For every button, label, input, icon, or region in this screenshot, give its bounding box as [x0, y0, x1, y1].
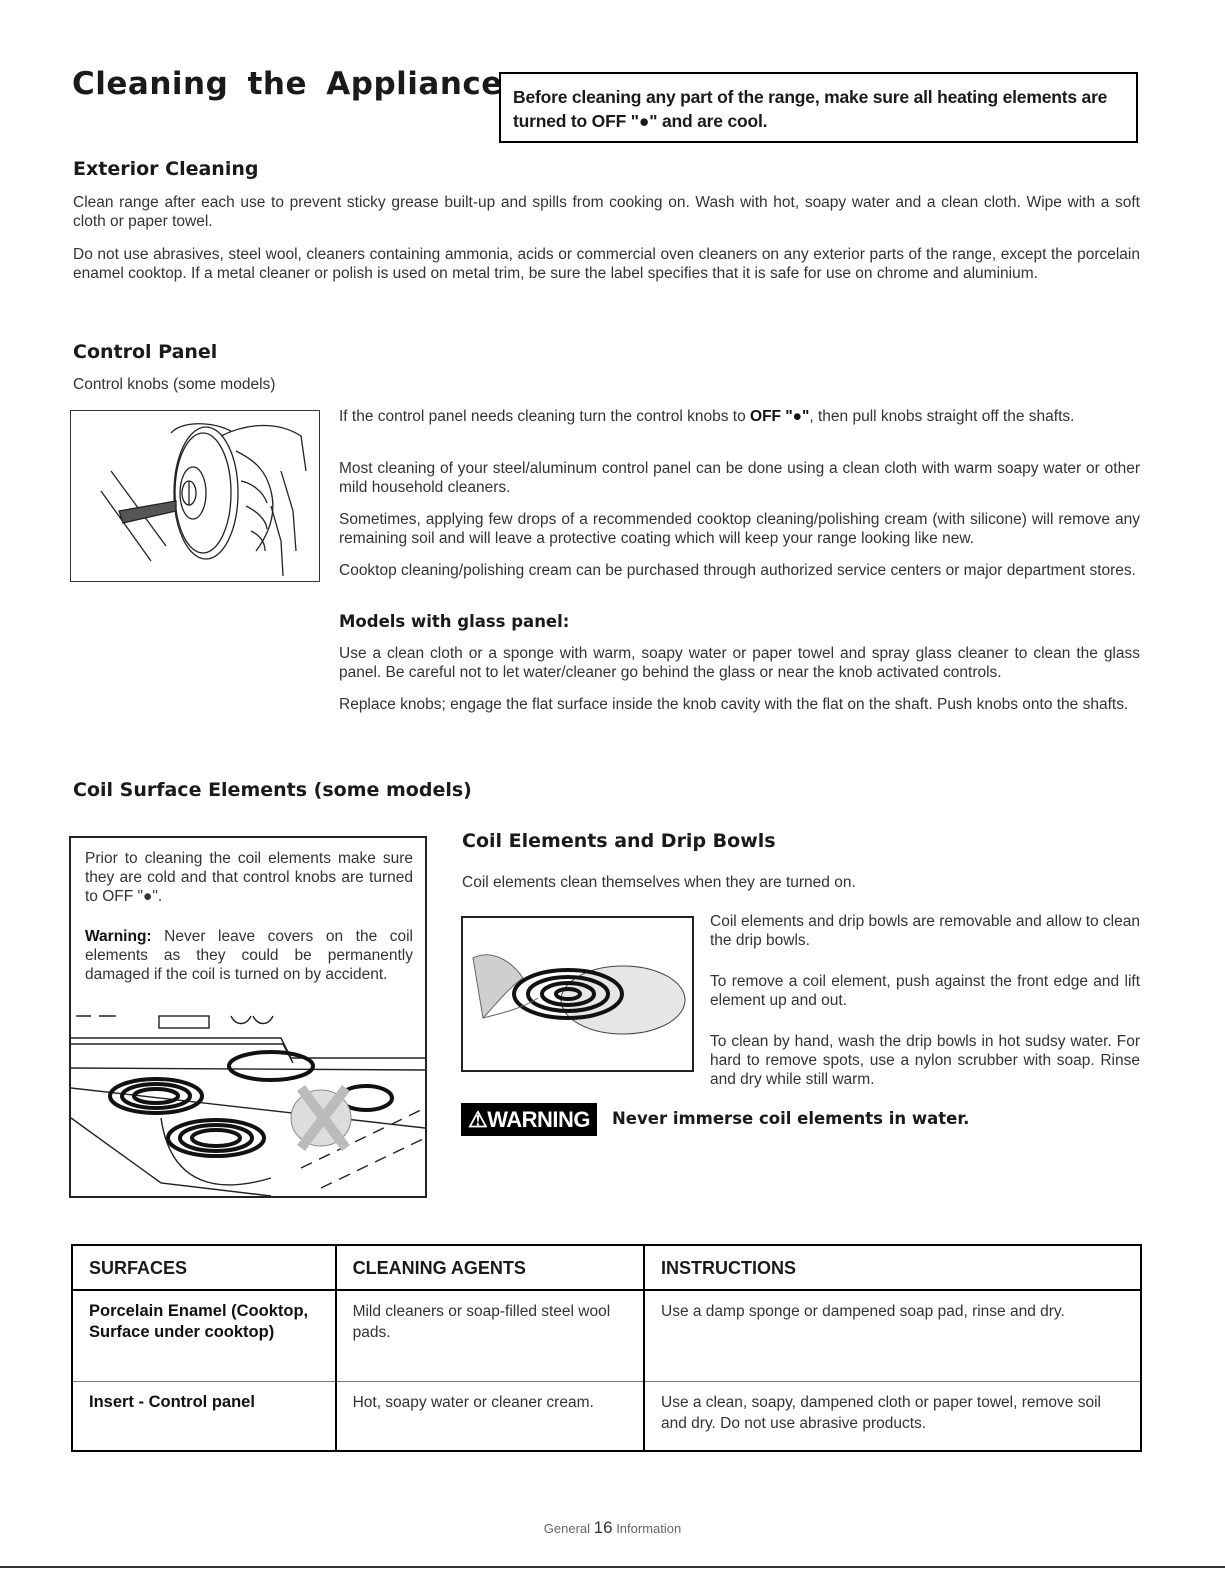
- table-header-instructions: INSTRUCTIONS: [644, 1245, 1141, 1290]
- control-panel-paragraph-3: Sometimes, applying few drops of a recommended cooktop cleaning/polishing cream (with silicone) will remove any remaining soil and will leave a protective coating which will keep your range looking like new.: [339, 511, 1140, 547]
- control-panel-paragraph-6: Replace knobs; engage the flat surface inside the knob cavity with the flat on the shaft. Push knobs onto the shafts.: [339, 696, 1129, 713]
- table-cell-surface: Insert - Control panel: [89, 1393, 255, 1411]
- table-header-cleaning-agents: CLEANING AGENTS: [336, 1245, 644, 1290]
- coil-box-warning: [85, 927, 413, 984]
- warning-text: Never immerse coil elements in water.: [612, 1109, 970, 1128]
- table-cell-instructions: Use a damp sponge or dampened soap pad, rinse and dry.: [644, 1290, 1141, 1382]
- coil-removal-illustration: [461, 916, 694, 1072]
- control-panel-paragraph-2: Most cleaning of your steel/aluminum control panel can be done using a clean cloth with warm soapy water or other mild household cleaners.: [339, 460, 1140, 496]
- coil-box-warning-text: Never leave covers on the coil elements as they could be permanently damaged if the coil is turned on by accident.: [85, 928, 413, 983]
- knob-drawing: [71, 411, 319, 581]
- coil-drip-bowls-heading: Coil Elements and Drip Bowls: [462, 830, 776, 852]
- coil-removal-drawing: [463, 918, 692, 1070]
- knob-illustration: [70, 410, 320, 582]
- bottom-rule: [0, 1566, 1225, 1568]
- table-row: [72, 1290, 1141, 1382]
- page-footer: [0, 1518, 1225, 1538]
- table-cell-surface: Porcelain Enamel (Cooktop, Surface under cooktop): [72, 1290, 336, 1382]
- table-header-surfaces: SURFACES: [72, 1245, 336, 1290]
- cp-p1-off: OFF "●": [750, 408, 810, 425]
- control-panel-caption: Control knobs (some models): [73, 376, 276, 393]
- table-header-row: [72, 1245, 1141, 1290]
- exterior-paragraph-1: Clean range after each use to prevent sticky grease built-up and spills from cooking on. Wash with hot, soapy water and a clean cloth. Wipe with a soft cloth or paper towel.: [73, 194, 1140, 230]
- control-panel-paragraph-1: [339, 407, 1140, 426]
- table-cell-instructions: Use a clean, soapy, dampened cloth or paper towel, remove soil and dry. Do not use abrasive products.: [644, 1382, 1141, 1452]
- coil-paragraph-2: To remove a coil element, push against the front edge and lift element up and out.: [710, 973, 1140, 1009]
- exterior-paragraph-2: Do not use abrasives, steel wool, cleaners containing ammonia, acids or commercial oven cleaners on any exterior parts of the range, except the porcelain enamel cooktop. If a metal cleaner or polish is used on metal trim, be sure the label specifies that it is safe for use on chrome and aluminium.: [73, 246, 1140, 282]
- coil-box-paragraph: Prior to cleaning the coil elements make sure they are cold and that control knobs are turned to OFF "●".: [85, 850, 413, 905]
- warning-badge: ⚠WARNING: [461, 1103, 597, 1136]
- coil-intro: Coil elements clean themselves when they are turned on.: [462, 874, 856, 891]
- page-title: Cleaning the Appliance: [72, 66, 503, 102]
- control-panel-paragraph-4: Cooktop cleaning/polishing cream can be purchased through authorized service centers or major department stores.: [339, 562, 1136, 579]
- cp-p1-before: If the control panel needs cleaning turn the control knobs to: [339, 408, 751, 425]
- cleaning-table: [71, 1244, 1142, 1452]
- cooktop-illustration: [71, 1008, 425, 1198]
- control-panel-heading: Control Panel: [73, 341, 218, 363]
- coil-box-warning-label: Warning:: [85, 928, 152, 945]
- table-row: [72, 1382, 1141, 1452]
- footer-right: Information: [616, 1521, 682, 1536]
- coil-paragraph-3: To clean by hand, wash the drip bowls in hot sudsy water. For hard to remove spots, use a nylon scrubber with soap. Rinse and dry while still warm.: [710, 1033, 1140, 1088]
- coil-heading: Coil Surface Elements (some models): [73, 779, 472, 801]
- control-panel-paragraph-5: Use a clean cloth or a sponge with warm, soapy water or paper towel and spray glass cleaner to clean the glass panel. Be careful not to let water/cleaner go behind the glass or near the knob activated controls.: [339, 645, 1140, 681]
- footer-left: General: [543, 1521, 591, 1536]
- page-number: 16: [593, 1518, 613, 1537]
- glass-panel-heading: Models with glass panel:: [339, 612, 570, 631]
- coil-warning-box: [69, 836, 427, 1198]
- table-cell-agent: Hot, soapy water or cleaner cream.: [336, 1382, 644, 1452]
- cp-p1-after: , then pull knobs straight off the shafts.: [809, 408, 1075, 425]
- exterior-heading: Exterior Cleaning: [73, 158, 259, 180]
- table-cell-agent: Mild cleaners or soap-filled steel wool pads.: [336, 1290, 644, 1382]
- coil-paragraph-1: Coil elements and drip bowls are removable and allow to clean the drip bowls.: [710, 913, 1140, 949]
- safety-notice: Before cleaning any part of the range, make sure all heating elements are turned to OFF "●" and are cool.: [499, 72, 1138, 143]
